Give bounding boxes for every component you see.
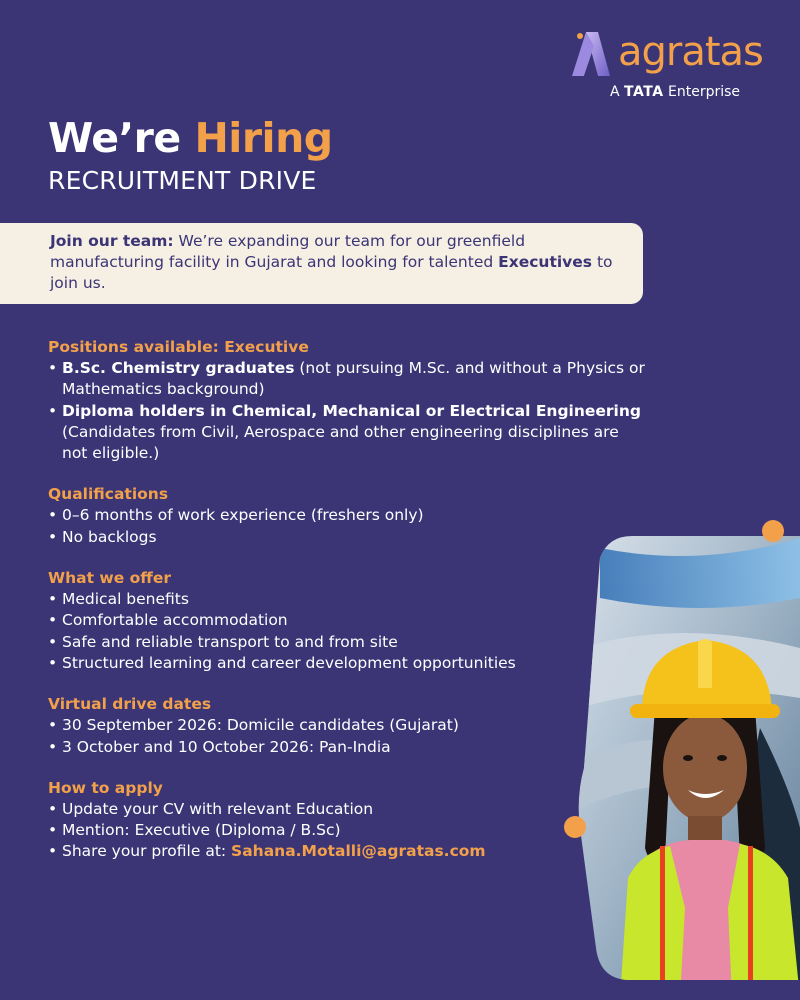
list-item: • 30 September 2026: Domicile candidates (Gujarat) (48, 715, 648, 736)
agratas-logo (568, 28, 783, 108)
dates-title: Virtual drive dates (48, 695, 212, 714)
positions-title: Positions available: Executive (48, 338, 309, 356)
apply-section (48, 778, 648, 863)
list-item: • 3 October and 10 October 2026: Pan-India (48, 737, 648, 758)
list-item: • Structured learning and career development opportunities (48, 653, 648, 674)
list-item: • Share your profile at: Sahana.Motalli@agratas.com (48, 841, 648, 862)
list-item: • Update your CV with relevant Education (48, 799, 648, 820)
email-link[interactable]: Sahana.Motalli@agratas.com (231, 842, 486, 861)
page-subtitle: RECRUITMENT DRIVE (48, 166, 317, 195)
list-item: • Safe and reliable transport to and from site (48, 632, 648, 653)
engineer-photo-icon (560, 528, 800, 998)
page-title: We’re Hiring (48, 114, 333, 162)
tata-enterprise-tagline: A TATA Enterprise (610, 84, 741, 100)
engineer-photo (560, 528, 800, 998)
apply-title: How to apply (48, 778, 163, 797)
positions-section (48, 337, 648, 464)
join-team-banner: Join our team: We’re expanding our team for our greenfield manufacturing facility in Gujarat and looking for talented Executives to join us. (0, 223, 643, 304)
qualifications-title: Qualifications (48, 485, 169, 504)
qualifications-section (48, 484, 648, 548)
list-item: • Comfortable accommodation (48, 610, 648, 631)
decorative-dot-icon (762, 520, 784, 542)
offer-section (48, 568, 648, 674)
dates-section (48, 694, 648, 758)
list-item: • Mention: Executive (Diploma / B.Sc) (48, 820, 648, 841)
list-item: • Diploma holders in Chemical, Mechanical or Electrical Engineering (Candidates from Civil, Aerospace and other engineering disciplines are not eligible.) (48, 401, 648, 465)
offer-title: What we offer (48, 569, 171, 588)
decorative-dot-icon (564, 816, 586, 838)
list-item: • 0–6 months of work experience (freshers only) (48, 505, 648, 526)
agratas-logo-mark-icon (568, 28, 616, 80)
list-item: • No backlogs (48, 527, 648, 548)
agratas-wordmark: agratas (618, 29, 763, 75)
list-item: • Medical benefits (48, 589, 648, 610)
job-details (48, 337, 648, 883)
list-item: • B.Sc. Chemistry graduates (not pursuing M.Sc. and without a Physics or Mathematics background) (48, 358, 648, 401)
